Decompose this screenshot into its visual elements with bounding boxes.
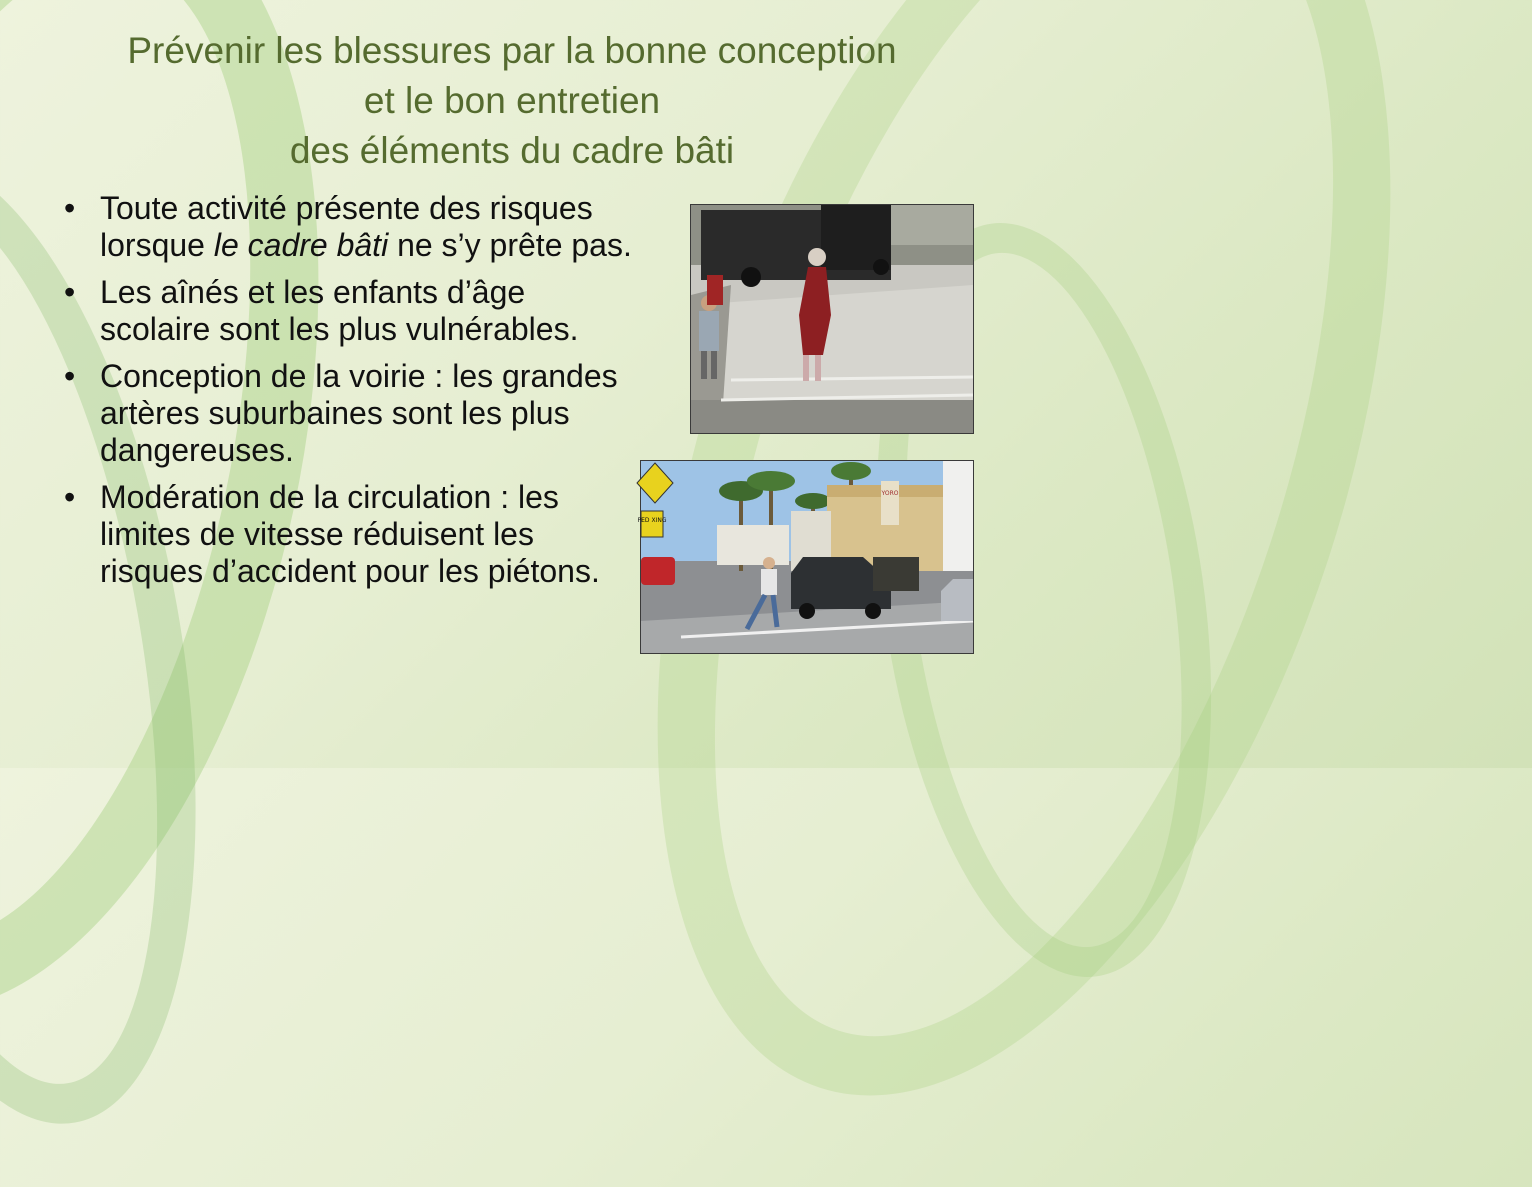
bullet-item (62, 358, 632, 469)
bullet-emphasis: le cadre bâti (213, 227, 389, 263)
bullet-item (62, 274, 632, 348)
bullet-list (62, 190, 632, 600)
photo-street-crossing (637, 460, 974, 654)
title-line-1: Prévenir les blessures par la bonne conception (127, 30, 897, 71)
bullet-text: Les aînés et les enfants d’âge scolaire sont les plus vulnérables. (100, 274, 579, 347)
bullet-text: Conception de la voirie : les grandes artères suburbaines sont les plus dangereuses. (100, 358, 618, 468)
title-line-2: et le bon entretien (363, 80, 661, 121)
photo-street-crossing-art (637, 461, 973, 653)
bullet-item (62, 190, 632, 264)
bullet-text: Modération de la circulation : les limites de vitesse réduisent les risques d’accident pour les piétons. (100, 479, 600, 589)
bullet-text: ne s’y prête pas. (388, 227, 632, 263)
slide-title (60, 26, 964, 176)
photo-elderly-crossing (690, 204, 974, 434)
title-line-3: des éléments du cadre bâti (289, 130, 735, 171)
road-sign: PED XING (637, 517, 667, 524)
bullet-text: Toute activité présente des risques lorsque (100, 190, 593, 263)
photo-elderly-crossing-art (691, 205, 973, 433)
storefront-sign: YORO (881, 490, 899, 497)
bullet-item (62, 479, 632, 590)
